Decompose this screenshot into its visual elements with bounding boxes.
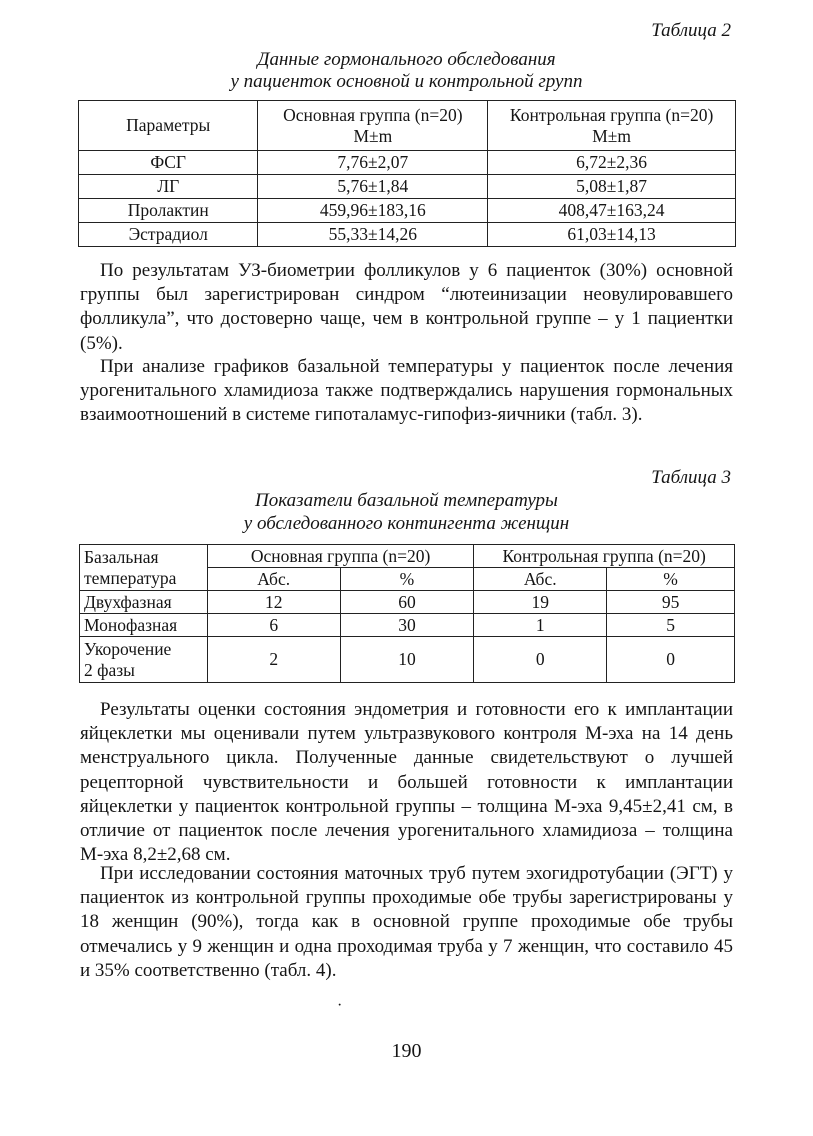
table2-caption-line1: Данные гормонального обследования	[257, 49, 556, 70]
row-name: Укорочение 2 фазы	[80, 637, 208, 683]
header-control-group: Контрольная группа (n=20) M±m	[488, 101, 736, 151]
row-control-value: 61,03±14,13	[488, 223, 736, 247]
table-row	[80, 637, 735, 683]
header-control-abs: Абс.	[474, 568, 607, 591]
row-main-abs: 6	[207, 614, 340, 637]
table2-caption-line2: у пациенток основной и контрольной групп	[230, 71, 583, 92]
hormone-table	[78, 100, 736, 247]
row-main-value: 55,33±14,26	[258, 223, 488, 247]
row-control-abs: 19	[474, 591, 607, 614]
row-param: Эстрадиол	[79, 223, 258, 247]
row-control-value: 6,72±2,36	[488, 151, 736, 175]
row-name: Монофазная	[80, 614, 208, 637]
table-row	[79, 199, 736, 223]
header-control-subheader: M±m	[592, 125, 631, 146]
row-control-value: 5,08±1,87	[488, 175, 736, 199]
row-param: ЛГ	[79, 175, 258, 199]
paragraph: При анализе графиков базальной температуры у пациенток после лечения урогенитального хламидиоза также подтверждались нарушения гормональных взаимоотношений в системе гипоталамус-гипофиз-яичники (табл. 3).	[80, 356, 733, 426]
row-main-abs: 2	[207, 637, 340, 683]
row-name: Двухфазная	[80, 591, 208, 614]
row-main-pct: 60	[340, 591, 474, 614]
header-main-abs: Абс.	[207, 568, 340, 591]
row-control-abs: 0	[474, 637, 607, 683]
table-row	[80, 614, 735, 637]
header-main-group: Основная группа (n=20) M±m	[258, 101, 488, 151]
row-main-pct: 30	[340, 614, 474, 637]
basal-temperature-table	[79, 544, 735, 683]
table3-caption-line1: Показатели базальной температуры	[255, 490, 558, 511]
table-row	[79, 223, 736, 247]
header-main-pct: %	[340, 568, 474, 591]
paragraph: При исследовании состояния маточных труб путем эхогидротубации (ЭГТ) у пациенток из контрольной группы проходимые обе трубы зарегистрированы у 18 женщин (90%), тогда как в основной группе проходимые обе трубы отмечались у 9 женщин и одна проходимая труба у 7 женщин, что составило 45 и 35% соответственно (табл. 4).	[80, 863, 733, 981]
table-row	[80, 591, 735, 614]
row-control-abs: 1	[474, 614, 607, 637]
header-parameters: Параметры	[79, 101, 258, 151]
row-param: Пролактин	[79, 199, 258, 223]
header-basal-temperature: Базальная температура	[80, 545, 208, 591]
header-main-group: Основная группа (n=20)	[207, 545, 473, 568]
row-main-abs: 12	[207, 591, 340, 614]
table2-label: Таблица 2	[651, 20, 731, 41]
header-control-pct: %	[607, 568, 735, 591]
table3-label: Таблица 3	[651, 467, 731, 488]
paragraph: Результаты оценки состояния эндометрия и готовности его к имплантации яйцеклетки мы оценивали путем ультразвукового контроля М-эха на 14 день менструального цикла. Полученные данные свидетельствуют о лучшей рецепторной чувствительности и большей готовности к имплантации яйцеклетки у пациенток контрольной группы – толщина М-эха 9,45±2,41 см, в отличие от пациенток после лечения урогенитального хламидиоза – толщина М-эха 8,2±2,68 см.	[80, 699, 733, 866]
print-speck: ·	[337, 997, 343, 1014]
header-control-group: Контрольная группа (n=20)	[474, 545, 735, 568]
row-main-pct: 10	[340, 637, 474, 683]
page-number: 190	[391, 1040, 422, 1062]
header-main-subheader: M±m	[353, 125, 393, 146]
row-main-value: 459,96±183,16	[258, 199, 488, 223]
table-row	[79, 175, 736, 199]
row-param: ФСГ	[79, 151, 258, 175]
row-control-pct: 0	[607, 637, 735, 683]
row-control-pct: 5	[607, 614, 735, 637]
table-row	[79, 151, 736, 175]
paragraph: По результатам УЗ-биометрии фолликулов у 6 пациенток (30%) основной группы был зарегистрирован синдром “лютеинизации неовулировавшего фолликула”, что достоверно чаще, чем в контрольной группе – у 1 пациентки (5%).	[80, 260, 733, 354]
row-control-value: 408,47±163,24	[488, 199, 736, 223]
table3-caption-line2: у обследованного контингента женщин	[243, 513, 570, 534]
row-main-value: 5,76±1,84	[258, 175, 488, 199]
row-control-pct: 95	[607, 591, 735, 614]
row-main-value: 7,76±2,07	[258, 151, 488, 175]
